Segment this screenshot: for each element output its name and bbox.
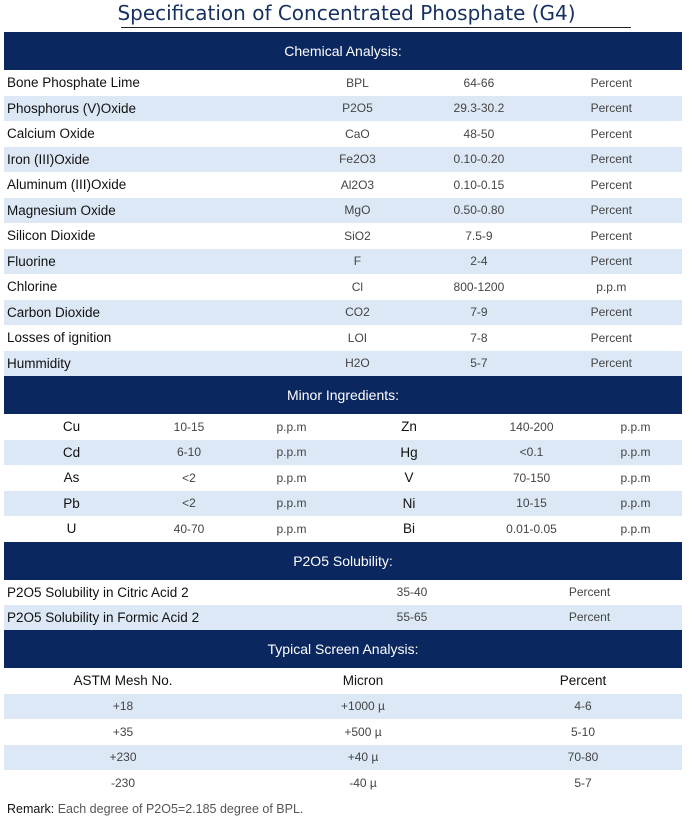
table-row [4, 172, 682, 198]
parameter-symbol: CaO [345, 126, 370, 141]
parameter-unit: Percent [590, 75, 632, 90]
element-unit: p.p.m [276, 496, 307, 511]
table-row [4, 198, 682, 224]
parameter-name: Losses of ignition [7, 330, 112, 346]
table-row [4, 745, 682, 771]
parameter-value: 7-8 [470, 330, 488, 345]
column-header-percent: Percent [559, 673, 607, 688]
element-unit: p.p.m [276, 445, 307, 460]
table-row [4, 300, 682, 326]
element-value: <2 [182, 496, 196, 511]
parameter-name: Iron (III)Oxide [7, 151, 90, 167]
element-unit: p.p.m [620, 445, 651, 460]
screen-analysis-header: Typical Screen Analysis: [4, 630, 682, 668]
parameter-unit: Percent [590, 126, 632, 141]
micron-value: +500 µ [344, 724, 382, 739]
element-value: 6-10 [176, 445, 202, 460]
element-unit: p.p.m [276, 470, 307, 485]
parameter-symbol: CO2 [345, 305, 370, 320]
parameter-value: 0.50-0.80 [453, 203, 505, 218]
element-symbol: Zn [401, 419, 417, 435]
parameter-name: Phosphorus (V)Oxide [7, 100, 137, 116]
percent-value: 5-10 [570, 724, 596, 739]
solubility-value: 55-65 [396, 610, 428, 624]
micron-value: +1000 µ [341, 699, 385, 714]
table-row [4, 770, 682, 796]
solubility-header: P2O5 Solubility: [4, 542, 682, 580]
element-symbol: Cd [62, 444, 81, 460]
table-row [4, 580, 682, 605]
table-row [4, 70, 682, 96]
parameter-name: Calcium Oxide [7, 126, 95, 142]
parameter-symbol: SiO2 [344, 228, 371, 243]
minor-ingredients-table [4, 414, 682, 542]
parameter-unit: Percent [590, 203, 632, 218]
parameter-name: Fluorine [7, 253, 56, 269]
column-header-mesh: ASTM Mesh No. [73, 673, 173, 688]
element-symbol: U [66, 521, 77, 537]
remark [4, 796, 682, 822]
parameter-value: 29.3-30.2 [453, 101, 505, 116]
element-unit: p.p.m [620, 470, 651, 485]
element-unit: p.p.m [276, 419, 307, 434]
table-row [4, 440, 682, 466]
solubility-value: 35-40 [396, 585, 428, 599]
parameter-unit: Percent [590, 152, 632, 167]
element-value: 10-15 [173, 419, 205, 434]
parameter-value: 800-1200 [453, 279, 505, 294]
parameter-value: 5-7 [470, 356, 488, 371]
table-row [4, 249, 682, 275]
percent-value: 5-7 [574, 775, 592, 790]
parameter-value: 64-66 [463, 75, 495, 90]
table-row [4, 274, 682, 300]
parameter-name: Magnesium Oxide [7, 202, 116, 218]
mesh-value: +35 [112, 724, 134, 739]
micron-value: -40 µ [349, 775, 377, 790]
element-value: 40-70 [173, 521, 205, 536]
parameter-unit: Percent [590, 101, 632, 116]
element-value: 70-150 [512, 470, 551, 485]
element-symbol: Ni [402, 495, 416, 511]
element-symbol: As [63, 470, 80, 486]
remark-text: Each degree of P2O5=2.185 degree of BPL. [54, 801, 304, 816]
chemical-analysis-header: Chemical Analysis: [4, 32, 682, 70]
table-row [4, 223, 682, 249]
screen-column-headers [4, 668, 682, 694]
solubility-name: P2O5 Solubility in Citric Acid 2 [7, 584, 189, 600]
table-row [4, 719, 682, 745]
solubility-unit: Percent [568, 610, 611, 624]
parameter-unit: Percent [590, 330, 632, 345]
parameter-name: Carbon Dioxide [7, 304, 101, 320]
percent-value: 4-6 [574, 699, 592, 714]
parameter-symbol: F [353, 254, 362, 269]
parameter-unit: Percent [590, 177, 632, 192]
table-row [4, 465, 682, 491]
element-unit: p.p.m [620, 419, 651, 434]
mesh-value: +18 [112, 699, 134, 714]
parameter-name: Hummidity [7, 355, 71, 371]
solubility-table [4, 580, 682, 630]
parameter-unit: p.p.m [596, 279, 627, 294]
screen-analysis-table [4, 668, 682, 796]
remark-label: Remark: [7, 801, 55, 816]
minor-ingredients-header: Minor Ingredients: [4, 376, 682, 414]
table-row [4, 351, 682, 377]
parameter-name: Silicon Dioxide [7, 228, 96, 244]
parameter-symbol: Cl [351, 279, 364, 294]
mesh-value: +230 [109, 750, 137, 765]
element-symbol: Cu [62, 419, 81, 435]
parameter-name: Bone Phosphate Lime [7, 75, 140, 91]
element-symbol: Hg [400, 444, 418, 460]
element-unit: p.p.m [276, 521, 307, 536]
element-value: 0.01-0.05 [506, 521, 557, 536]
table-row [4, 414, 682, 440]
table-row [4, 325, 682, 351]
parameter-value: 0.10-0.20 [453, 152, 505, 167]
table-row [4, 694, 682, 720]
solubility-unit: Percent [568, 585, 611, 599]
element-value: <0.1 [519, 445, 544, 460]
element-value: <2 [182, 470, 196, 485]
parameter-symbol: LOI [347, 330, 368, 345]
element-value: 10-15 [516, 496, 547, 511]
element-unit: p.p.m [620, 496, 651, 511]
parameter-unit: Percent [590, 254, 632, 269]
table-row [4, 121, 682, 147]
parameter-name: Aluminum (III)Oxide [7, 177, 127, 193]
parameter-symbol: BPL [346, 75, 369, 90]
parameter-symbol: MgO [344, 203, 371, 218]
table-row [4, 96, 682, 122]
title-underline [121, 27, 631, 28]
parameter-symbol: Al2O3 [340, 177, 375, 192]
table-row [4, 605, 682, 630]
percent-value: 70-80 [567, 750, 599, 765]
parameter-unit: Percent [590, 305, 632, 320]
table-row [4, 516, 682, 542]
parameter-value: 2-4 [470, 254, 488, 269]
parameter-symbol: Fe2O3 [339, 152, 376, 167]
element-symbol: Bi [402, 521, 415, 537]
parameter-unit: Percent [590, 228, 632, 243]
solubility-name: P2O5 Solubility in Formic Acid 2 [7, 609, 200, 625]
chemical-analysis-table [4, 70, 682, 376]
micron-value: +40 µ [347, 750, 379, 765]
mesh-value: -230 [110, 775, 136, 790]
column-header-micron: Micron [342, 673, 384, 688]
table-row [4, 491, 682, 517]
element-symbol: V [404, 470, 414, 486]
page-title: Specification of Concentrated Phosphate (G4) [117, 1, 576, 25]
parameter-symbol: P2O5 [342, 101, 373, 116]
element-unit: p.p.m [620, 521, 651, 536]
table-row [4, 147, 682, 173]
specification-document [4, 32, 682, 822]
parameter-symbol: H2O [345, 356, 370, 371]
parameter-value: 7.5-9 [465, 228, 493, 243]
parameter-name: Chlorine [7, 279, 58, 295]
parameter-unit: Percent [590, 356, 632, 371]
parameter-value: 48-50 [463, 126, 495, 141]
element-symbol: Pb [63, 495, 80, 511]
parameter-value: 7-9 [470, 305, 488, 320]
element-value: 140-200 [509, 419, 554, 434]
parameter-value: 0.10-0.15 [453, 177, 505, 192]
